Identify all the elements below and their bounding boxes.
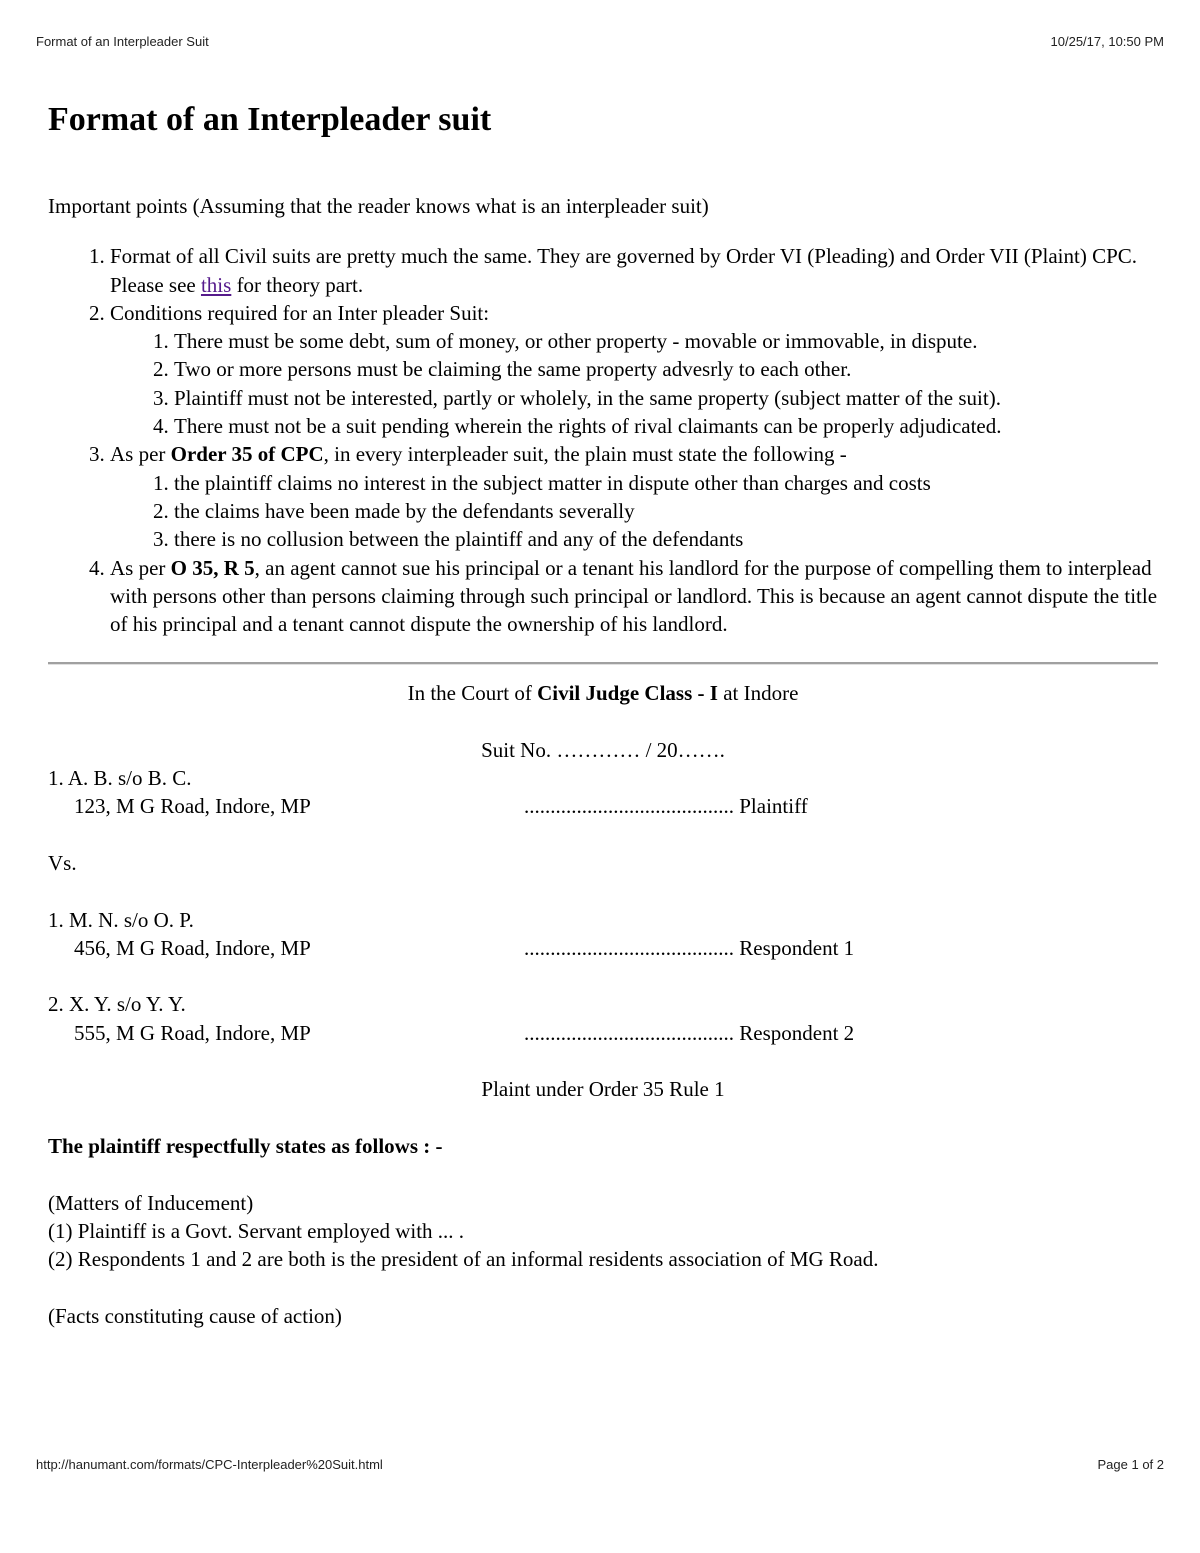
plaintiff-name: 1. A. B. s/o B. C. <box>48 766 192 791</box>
theory-link[interactable]: this <box>200 272 232 297</box>
plaint-title: Plaint under Order 35 Rule 1 <box>481 1077 725 1102</box>
respondent-2-role: ........................................ Respondent 2 <box>524 1020 855 1045</box>
plaintiff-statement-heading: The plaintiff respectfully states as follows : - <box>48 1133 443 1158</box>
page-content <box>48 96 1158 1330</box>
plaintiff-address: 123, M G Road, Indore, MP <box>74 794 311 819</box>
section-divider <box>48 662 1158 665</box>
versus-text: Vs. <box>48 850 77 875</box>
requirement-item: 3. there is no collusion between the plaintiff and any of the defendants <box>174 525 1158 553</box>
footer-page-number: Page 1 of 2 <box>1097 1457 1164 1472</box>
condition-item: 4. There must not be a suit pending wherein the rights of rival claimants can be properly adjudicated. <box>174 412 1158 440</box>
plaint-requirements-list <box>110 469 1158 554</box>
point-4: 4. As per O 35, R 5, an agent cannot sue his principal or a tenant his landlord for the purpose of compelling them to interplead with persons other than persons claiming through such principal or landlord. This is because an agent cannot dispute the title of his principal and a tenant cannot dispute the ownership of his landlord. <box>110 554 1158 639</box>
respondent-2-address: 555, M G Road, Indore, MP <box>74 1020 311 1045</box>
inducement-item: (2) Respondents 1 and 2 are both is the president of an informal residents association of MG Road. <box>48 1247 879 1272</box>
point-1: 1. Format of all Civil suits are pretty much the same. They are governed by Order VI (Pleading) and Order VII (Plaint) CPC. Please see this for theory part. <box>110 242 1158 299</box>
respondent-1-role: ........................................ Respondent 1 <box>524 935 855 960</box>
condition-item: 3. Plaintiff must not be interested, partly or wholely, in the same property (subject matter of the suit). <box>174 384 1158 412</box>
suit-number: Suit No. ………… / 20……. <box>481 737 725 762</box>
respondent-2-block <box>48 990 1158 1047</box>
page-title: Format of an Interpleader suit <box>48 101 492 138</box>
point-3: 3. As per Order 35 of CPC, in every interpleader suit, the plain must state the following - 1. the plaintiff claims no interest in the subject matter in dispute other than charges and costs 2. the claims have been made by the defendants severally 3. there is no collusion between the plaintiff and any of the defendants <box>110 440 1158 553</box>
respondent-1-address: 456, M G Road, Indore, MP <box>74 935 311 960</box>
browser-header-title: Format of an Interpleader Suit <box>36 34 209 49</box>
inducement-item: (1) Plaintiff is a Govt. Servant employed with ... . <box>48 1218 465 1243</box>
respondent-1-name: 1. M. N. s/o O. P. <box>48 907 194 932</box>
inducement-heading: (Matters of Inducement) <box>48 1190 254 1215</box>
requirement-item: 1. the plaintiff claims no interest in the subject matter in dispute other than charges and costs <box>174 469 1158 497</box>
important-points-list <box>48 242 1158 638</box>
facts-heading: (Facts constituting cause of action) <box>48 1303 342 1328</box>
point-2: 2. Conditions required for an Inter pleader Suit: 1. There must be some debt, sum of money, or other property - movable or immovable, in dispute. 2. Two or more persons must be claiming the same property advesrly to each other. 3. Plaintiff must not be interested, partly or wholely, in the same property (subject matter of the suit). 4. There must not be a suit pending wherein the rights of rival claimants can be properly adjudicated. <box>110 299 1158 440</box>
plaintiff-role: ........................................ Plaintiff <box>524 794 808 819</box>
plaintiff-block <box>48 764 1158 821</box>
requirement-item: 2. the claims have been made by the defendants severally <box>174 497 1158 525</box>
respondent-1-block <box>48 906 1158 963</box>
intro-text: Important points (Assuming that the reader knows what is an interpleader suit) <box>48 194 709 218</box>
respondent-2-name: 2. X. Y. s/o Y. Y. <box>48 992 186 1017</box>
condition-item: 2. Two or more persons must be claiming the same property advesrly to each other. <box>174 355 1158 383</box>
browser-header-datetime: 10/25/17, 10:50 PM <box>1050 34 1164 49</box>
condition-item: 1. There must be some debt, sum of money, or other property - movable or immovable, in dispute. <box>174 327 1158 355</box>
footer-url: http://hanumant.com/formats/CPC-Interpleader%20Suit.html <box>36 1457 383 1472</box>
court-title: In the Court of Civil Judge Class - I at Indore <box>407 681 799 706</box>
conditions-list <box>110 327 1158 440</box>
